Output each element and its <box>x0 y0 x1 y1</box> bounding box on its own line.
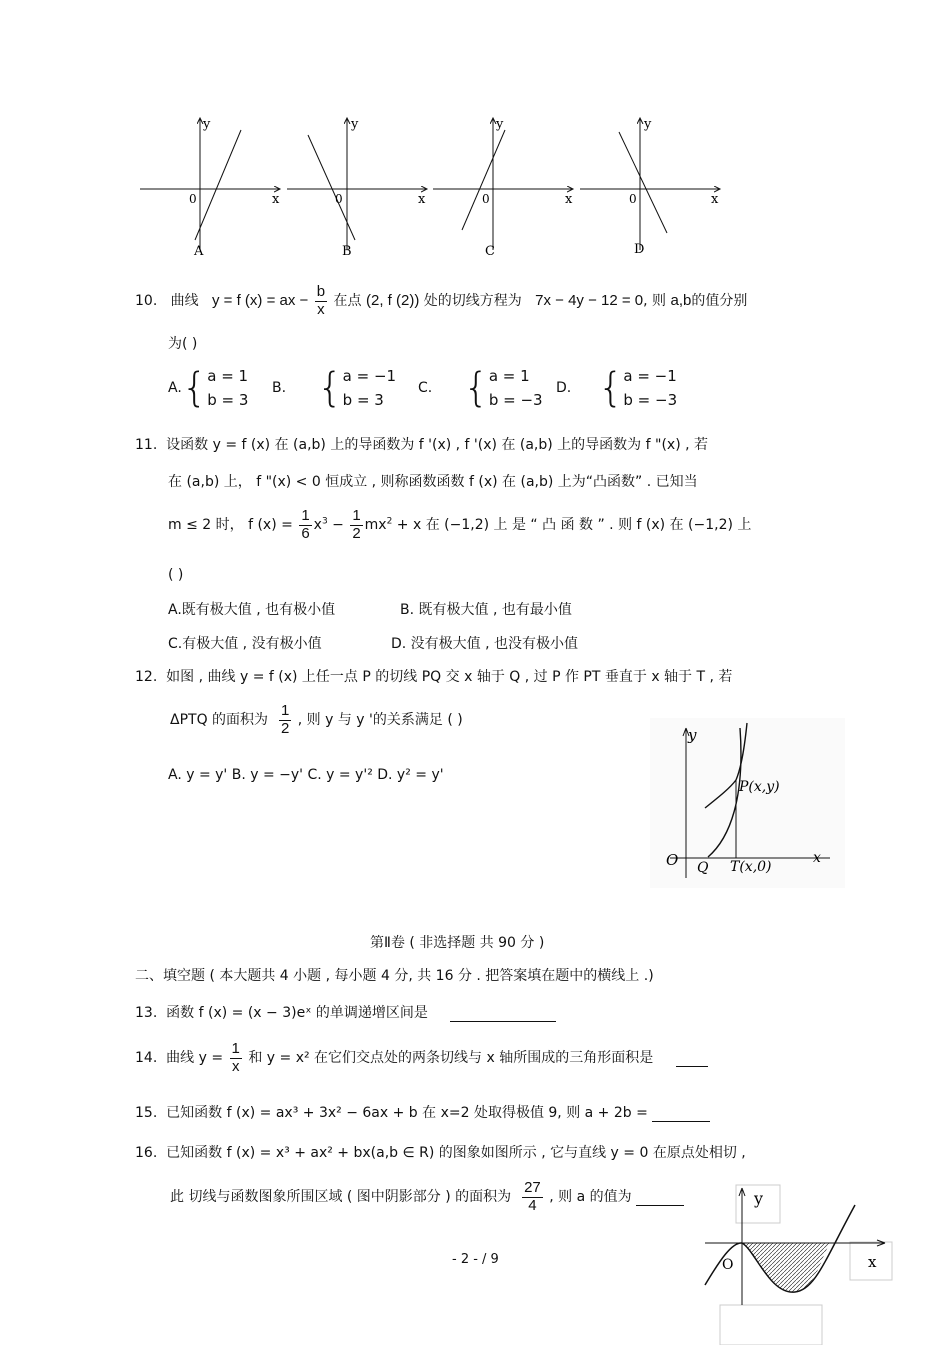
q10-option-a: A.{a = 1 b = 3 <box>168 365 249 411</box>
section-header: 二、填空题 ( 本大题共 4 小题 , 每小题 4 分, 共 16 分 . 把答案填在题中的横线上 .) <box>135 968 654 984</box>
question-11-line2: 在 (a,b) 上， f "(x) < 0 恒成立 , 则称函数函数 f (x) 在 (a,b) 上为“凸函数” . 已知当 <box>168 474 698 490</box>
svg-text:x: x <box>272 192 280 207</box>
question-13: 13. 函数 f (x) = (x − 3)eˣ 的单调递增区间是 <box>135 1002 556 1022</box>
svg-text:y: y <box>496 117 504 132</box>
svg-text:T(x,0): T(x,0) <box>730 859 772 875</box>
q10-option-c: C. {a = 1 b = −3 <box>418 365 543 411</box>
q10-option-b: B. {a = −1 b = 3 <box>272 365 397 411</box>
graph-label-c: C <box>485 244 495 259</box>
svg-text:P(x,y): P(x,y) <box>739 779 780 795</box>
svg-text:x: x <box>711 192 719 207</box>
graph-d <box>580 117 720 257</box>
q11-option-b: B. 既有极大值 , 也有最小值 <box>400 602 572 618</box>
svg-text:x: x <box>418 192 426 207</box>
graph-label-b: B <box>342 244 352 259</box>
q13-answer-blank[interactable] <box>450 1005 556 1022</box>
svg-text:y: y <box>754 1189 764 1208</box>
part2-title: 第Ⅱ卷 ( 非选择题 共 90 分 ) <box>370 935 545 951</box>
svg-text:O: O <box>722 1257 734 1273</box>
svg-text:O: O <box>666 851 679 869</box>
q15-answer-blank[interactable] <box>652 1105 710 1122</box>
svg-text:y: y <box>644 117 652 132</box>
question-10: 10. 曲线 y = f (x) = ax − $\frac{b}{x}$ 在点 (2, f (2)) 处的切线方程为 7x − 4y − 12 = 0, 则 a,b的值分别 <box>135 283 748 318</box>
q10-option-d: D. {a = −1 b = −3 <box>556 365 678 411</box>
question-11-line3: m ≤ 2 时， f (x) = $\frac{1}{6}$ $x^3$ − $\frac{1}{2}$ $mx^2 + x$ 在 (−1,2) 上 是 “ 凸 函 数 ” . 则 f (x) 在 (−1,2) 上 <box>168 507 752 542</box>
graph-b <box>287 117 427 259</box>
q16-figure <box>700 1180 900 1345</box>
svg-text:y: y <box>203 117 211 132</box>
question-11-line4: ( ) <box>168 567 184 583</box>
q14-answer-blank[interactable] <box>676 1050 708 1067</box>
svg-text:y: y <box>351 117 359 132</box>
question-12-line2: ΔPTQ 的面积为 $\frac{1}{2}$ , 则 y 与 y '的关系满足 ( ) <box>170 702 463 737</box>
q11-option-a: A.既有极大值 , 也有极小值 <box>168 602 336 618</box>
svg-text:x: x <box>868 1253 877 1271</box>
question-15: 15. 已知函数 f (x) = ax³ + 3x² − 6ax + b 在 x=2 处取得极值 9, 则 a + 2b = <box>135 1102 710 1122</box>
graph-a <box>140 117 280 259</box>
svg-text:y: y <box>688 726 697 744</box>
question-16-line2: 此 切线与函数图象所围区域 ( 图中阴影部分 ) 的面积为 $\frac{27}{4}$ , 则 a 的值为 <box>170 1180 684 1214</box>
page-number: - 2 - / 9 <box>452 1252 499 1267</box>
question-12: 12. 如图 , 曲线 y = f (x) 上任一点 P 的切线 PQ 交 x 轴于 Q , 过 P 作 PT 垂直于 x 轴于 T , 若 <box>135 669 733 685</box>
svg-text:0: 0 <box>629 192 637 206</box>
svg-text:x: x <box>813 850 821 866</box>
graph-label-a: A <box>194 244 204 259</box>
q12-figure <box>650 718 845 888</box>
question-14: 14. 曲线 y = $\frac{1}{x}$ 和 y = x² 在它们交点处的两条切线与 x 轴所围成的三角形面积是 <box>135 1041 708 1075</box>
q11-option-d: D. 没有极大值 , 也没有极小值 <box>391 636 579 652</box>
answer-graphs <box>135 110 735 265</box>
q12-options: A. y = y' B. y = −y' C. y = y'² D. y² = y' <box>168 767 444 783</box>
svg-text:0: 0 <box>482 192 490 206</box>
svg-text:0: 0 <box>189 192 197 206</box>
svg-text:Q: Q <box>697 860 709 876</box>
question-11: 11. 设函数 y = f (x) 在 (a,b) 上的导函数为 f '(x) , f '(x) 在 (a,b) 上的导函数为 f "(x) , 若 <box>135 437 709 453</box>
q11-option-c: C.有极大值 , 没有极小值 <box>168 636 322 652</box>
svg-text:x: x <box>565 192 573 207</box>
svg-text:0: 0 <box>335 192 343 206</box>
question-16: 16. 已知函数 f (x) = x³ + ax² + bx(a,b ∈ R) 的图象如图所示 , 它与直线 y = 0 在原点处相切 , <box>135 1145 746 1161</box>
question-10-line2: 为( ) <box>168 336 198 352</box>
graph-label-d: D <box>634 242 645 257</box>
graph-c <box>433 117 573 259</box>
q16-answer-blank[interactable] <box>636 1189 684 1206</box>
